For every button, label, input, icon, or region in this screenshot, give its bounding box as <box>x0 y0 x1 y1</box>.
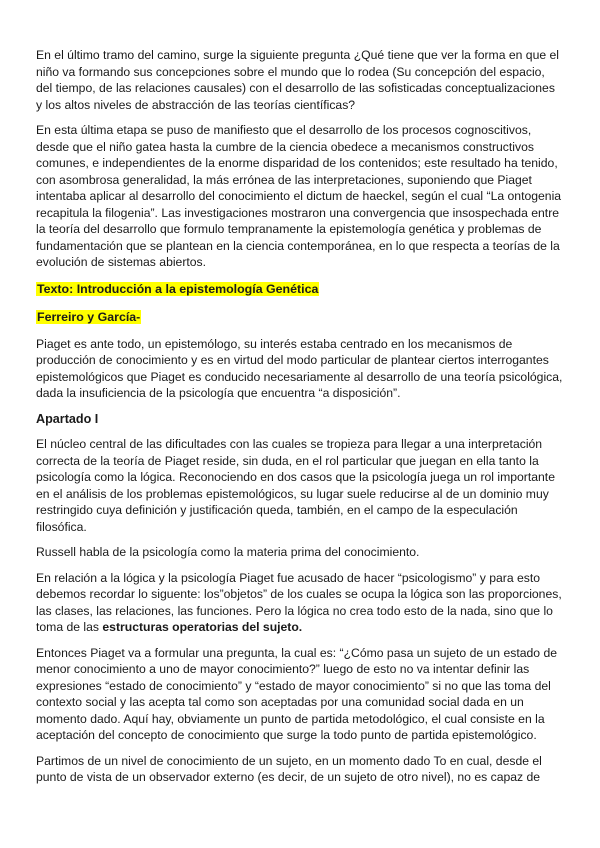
section-heading-apartado: Apartado I <box>36 411 99 426</box>
paragraph-piaget-question: Entonces Piaget va a formular una pregunta, la cual es: “¿Cómo pasa un sujeto de un estado de menor conocimiento a uno de mayor conocimiento?” luego de esto no va intentar definir las expresiones “estado de conocimiento” y “estado de mayor conocimiento” si no que las toma del contexto social y las acepta tal como son aceptadas por una comunidad social dada en un momento dado. Aquí hay, obviamente un punto de partida metodológico, el cual consiste en la aceptación del concepto de conocimiento que surge la todo punto de partida epistemológico. <box>36 645 557 742</box>
text-title-heading <box>36 280 564 298</box>
paragraph-central-difficulties: El núcleo central de las dificultades con las cuales se tropieza para llegar a una interpretación correcta de la teoría de Piaget reside, sin duda, en el rol particular que juegan en ella tanto la psicología como la lógica. Reconociendo en dos casos que la psicología juega un rol importante en el análisis de los problemas epistemológicos, su lugar suele reducirse al de un dominio muy restringido cuya definición y justificación queda, también, en el campo de la especulación filosófica. <box>36 437 555 534</box>
bold-operational-structures: estructuras operatorias del sujeto. <box>102 620 303 634</box>
paragraph-russell: Russell habla de la psicología como la materia prima del conocimiento. <box>36 545 420 559</box>
paragraph-intro-question: En el último tramo del camino, surge la siguiente pregunta ¿Qué tiene que ver la forma en que el niño va formando sus concepciones sobre el mundo que lo rodea (Su concepción del espacio, del tiempo, de las relaciones causales) con el desarrollo de las sofisticadas conceptualizaciones y los altos niveles de abstracción de las teorías científicas? <box>36 48 560 112</box>
highlighted-authors: Ferreiro y García- <box>37 309 141 324</box>
paragraph-knowledge-level: Partimos de un nivel de conocimiento de un sujeto, en un momento dado To en cual, desde el punto de vista de un observador externo (es decir, de un sujeto de otro nivel), no es capaz de <box>36 753 542 784</box>
paragraph-piaget-epistemologist: Piaget es ante todo, un epistemólogo, su interés estaba centrado en los mecanismos de producción de conocimiento y es en virtud del modo particular de plantear ciertos interrogantes epistemológicos que Piaget es conducido necesariamente al desarrollo de una teoría psicológica, dada la insuficiencia de la psicología que encuentra “a disposición”. <box>36 336 563 400</box>
logic-psychology-text: En relación a la lógica y la psicología Piaget fue acusado de hacer “psicologismo” y para esto debemos recordar lo siguente: los”objetos” de los cuales se ocupa la lógica son las proporciones, las clases, las relaciones, las funciones. Pero la lógica no crea todo esto de la nada, sino que lo toma de las <box>36 570 562 634</box>
paragraph-logic-psychology <box>36 570 564 636</box>
authors-heading <box>36 308 564 326</box>
highlighted-text-title: Texto: Introducción a la epistemología Genética <box>37 281 319 296</box>
paragraph-last-stage: En esta última etapa se puso de manifiesto que el desarrollo de los procesos cognoscitivos, desde que el niño gatea hasta la cumbre de la ciencia obedece a mecanismos constructivos comunes, e independientes de la enorme disparidad de los contenidos; este resultado ha tenido, con asombrosa generalidad, la más errónea de las interpretaciones, suponiendo que Piaget intentaba aplicar al desarrollo del conocimiento el dictum de haeckel, según el cual “La ontogenia recapitula la filogenia”. Las investigaciones mostraron una convergencia que insospechada entre la teoría del desarrollo que formulo tempranamente la epistemología genética y problemas de fundamentación que se plantean en la ciencia contemporánea, en lo que respecta a teorías de la evolución de sistemas abiertos. <box>36 123 562 269</box>
